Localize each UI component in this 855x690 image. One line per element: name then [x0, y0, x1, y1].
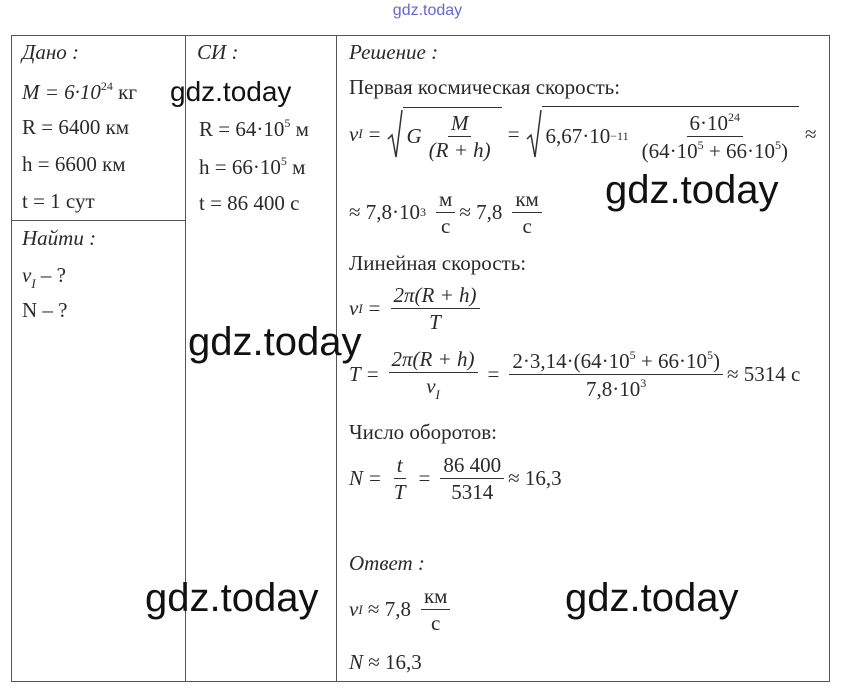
answer-heading: Ответ : [349, 551, 425, 575]
given-heading: Дано : [22, 40, 80, 64]
watermark: gdz.today [145, 576, 319, 620]
given-radius: R = 6400 км [22, 115, 130, 139]
site-header: gdz.today [392, 2, 463, 19]
given-mass: $M = 6\cdot 10^{24}$ кг [22, 79, 137, 104]
find-heading: Найти : [22, 226, 97, 250]
given-height: h = 6600 км [22, 152, 126, 176]
si-height: $h = 66\cdot 10^5$ м [199, 154, 306, 179]
watermark: gdz.today [565, 576, 739, 620]
si-heading: СИ : [197, 40, 239, 64]
find-speed: $v_I$ – ? [22, 263, 66, 291]
watermark: gdz.today [188, 320, 362, 364]
watermark: gdz.today [170, 76, 292, 107]
first-speed-formula: v I = G $\frac{M}{(R + h)}$ = 6,67·10 −11 $\frac{6\cdot 10^{24}}{(64\cdot 10^5 + 66\cdot 10^5)}$ ≈ [349, 106, 816, 162]
answer-revolutions: N ≈ 16,3 [349, 650, 422, 674]
answer-speed: v I ≈ 7,8 $\frac{км}{с}$ [349, 585, 454, 634]
find-revolutions: N – ? [22, 298, 68, 322]
linear-speed-formula: v I = $\frac{2\pi(R + h)}{T}$ [349, 284, 484, 333]
watermark: gdz.today [605, 168, 779, 212]
given-time: t = 1 сут [22, 189, 95, 213]
si-radius: $R = 64\cdot 10^5$ м [199, 116, 309, 141]
linear-speed-title: Линейная скорость: [349, 251, 527, 275]
revolutions-title: Число оборотов: [349, 420, 497, 444]
si-time: t = 86 400 с [199, 191, 300, 215]
first-speed-result: ≈ 7,8·10 3 $\frac{м}{с}$ ≈ 7,8 $\frac{км}{с}$ [349, 188, 546, 237]
solution-heading: Решение : [349, 40, 439, 64]
first-speed-title: Первая космическая скорость: [349, 75, 621, 99]
revolutions-formula: N = $\frac{t}{T}$ = $\frac{86 400}{5314}$ ≈ 16,3 [349, 453, 562, 505]
period-formula: T = $\frac{2\pi(R + h)}{v_I}$ = $\frac{2\cdot 3,14\cdot(64\cdot 10^5 + 66\cdot 10^5)}{7,8\cdot 10^3}$ ≈ 5314 с [349, 347, 801, 403]
